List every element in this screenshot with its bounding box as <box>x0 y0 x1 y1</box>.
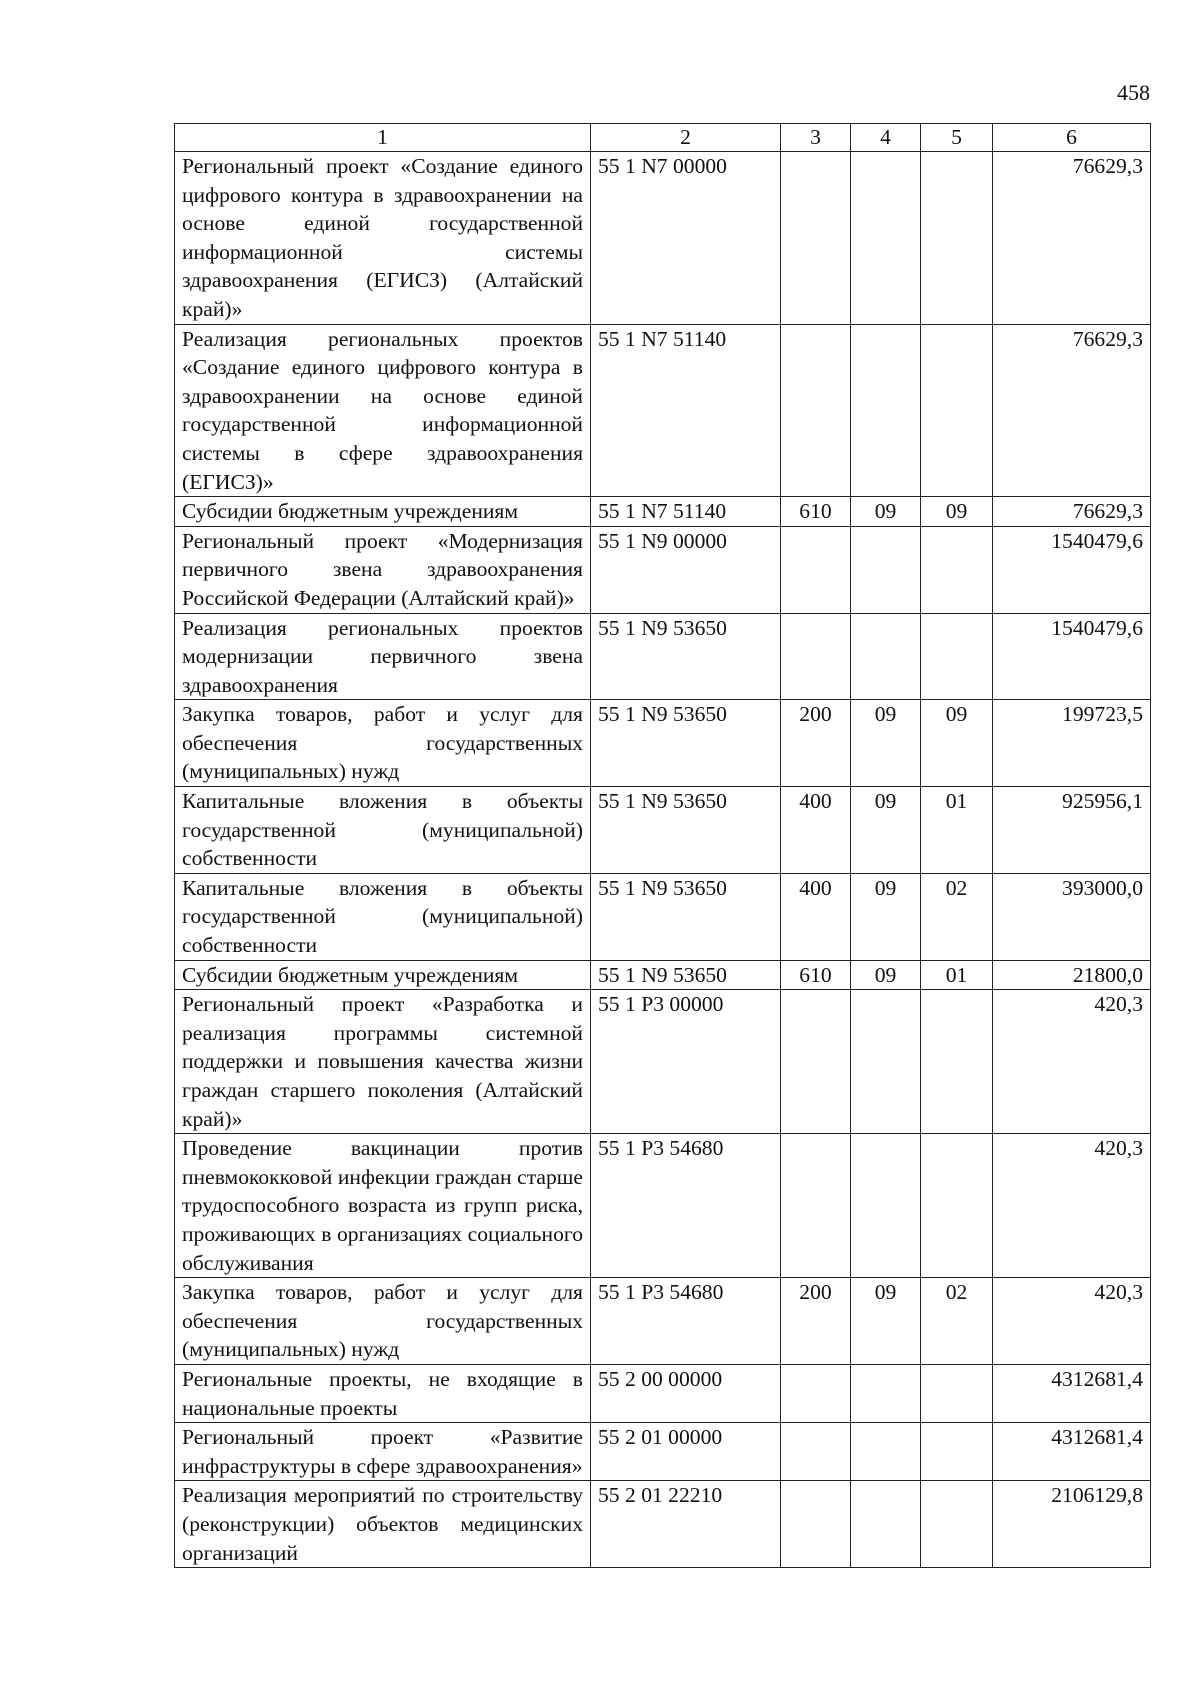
header-col-5: 5 <box>921 124 993 152</box>
row-name: Региональный проект «Развитие инфраструктуры в сфере здравоохранения» <box>175 1423 591 1481</box>
row-col5: 01 <box>921 960 993 990</box>
table-row <box>175 1134 1151 1278</box>
row-col5 <box>921 1134 993 1278</box>
row-sum: 199723,5 <box>993 700 1151 787</box>
row-col5 <box>921 526 993 613</box>
row-code: 55 1 N7 51140 <box>591 324 781 497</box>
row-code: 55 1 N9 00000 <box>591 526 781 613</box>
table-row <box>175 1423 1151 1481</box>
row-col4 <box>851 1423 921 1481</box>
row-code: 55 1 N9 53650 <box>591 873 781 960</box>
row-col5: 01 <box>921 787 993 874</box>
table-row <box>175 1278 1151 1365</box>
row-col3 <box>781 1481 851 1568</box>
row-name: Закупка товаров, работ и услуг для обеспечения государственных (муниципальных) нужд <box>175 1278 591 1365</box>
row-col3 <box>781 613 851 700</box>
row-sum: 420,3 <box>993 990 1151 1134</box>
budget-table <box>174 123 1151 1568</box>
row-code: 55 2 01 22210 <box>591 1481 781 1568</box>
table-row <box>175 152 1151 325</box>
row-col4: 09 <box>851 873 921 960</box>
row-col5 <box>921 152 993 325</box>
row-col3: 610 <box>781 960 851 990</box>
header-row <box>175 124 1151 152</box>
row-col3: 400 <box>781 873 851 960</box>
row-col3 <box>781 1364 851 1422</box>
row-name: Реализация мероприятий по строительству (реконструкции) объектов медицинских организаций <box>175 1481 591 1568</box>
row-col3: 200 <box>781 700 851 787</box>
table-row <box>175 526 1151 613</box>
row-col4: 09 <box>851 1278 921 1365</box>
row-col4: 09 <box>851 787 921 874</box>
row-col5 <box>921 1364 993 1422</box>
row-name: Региональный проект «Создание единого цифрового контура в здравоохранении на основе единой государственной информационной системы здравоохранения (ЕГИСЗ) (Алтайский край)» <box>175 152 591 325</box>
row-name: Капитальные вложения в объекты государственной (муниципальной) собственности <box>175 787 591 874</box>
row-name: Реализация региональных проектов «Создание единого цифрового контура в здравоохранении на основе единой государственной информационной системы в сфере здравоохранения (ЕГИСЗ)» <box>175 324 591 497</box>
page-number: 458 <box>1117 80 1150 105</box>
table-row <box>175 873 1151 960</box>
row-col3 <box>781 1423 851 1481</box>
table-row <box>175 700 1151 787</box>
row-col5 <box>921 1481 993 1568</box>
row-code: 55 1 N9 53650 <box>591 787 781 874</box>
row-name: Субсидии бюджетным учреждениям <box>175 497 591 527</box>
table-row <box>175 1364 1151 1422</box>
row-sum: 393000,0 <box>993 873 1151 960</box>
row-col5: 09 <box>921 497 993 527</box>
row-sum: 1540479,6 <box>993 526 1151 613</box>
row-col4: 09 <box>851 700 921 787</box>
row-sum: 2106129,8 <box>993 1481 1151 1568</box>
row-col5 <box>921 324 993 497</box>
row-code: 55 1 P3 54680 <box>591 1134 781 1278</box>
row-col4 <box>851 1481 921 1568</box>
row-col4 <box>851 324 921 497</box>
header-col-3: 3 <box>781 124 851 152</box>
row-sum: 21800,0 <box>993 960 1151 990</box>
row-name: Капитальные вложения в объекты государственной (муниципальной) собственности <box>175 873 591 960</box>
row-col4 <box>851 526 921 613</box>
row-code: 55 1 P3 00000 <box>591 990 781 1134</box>
table-row <box>175 787 1151 874</box>
row-col3 <box>781 526 851 613</box>
row-col3 <box>781 152 851 325</box>
row-col4 <box>851 1364 921 1422</box>
table-row <box>175 990 1151 1134</box>
row-name: Региональный проект «Модернизация первичного звена здравоохранения Российской Федерации (Алтайский край)» <box>175 526 591 613</box>
table-row <box>175 1481 1151 1568</box>
row-name: Реализация региональных проектов модернизации первичного звена здравоохранения <box>175 613 591 700</box>
row-col4 <box>851 152 921 325</box>
row-sum: 420,3 <box>993 1134 1151 1278</box>
header-col-4: 4 <box>851 124 921 152</box>
row-code: 55 1 N7 51140 <box>591 497 781 527</box>
table-row <box>175 960 1151 990</box>
row-col5 <box>921 1423 993 1481</box>
row-col4 <box>851 613 921 700</box>
row-code: 55 1 N9 53650 <box>591 613 781 700</box>
header-col-2: 2 <box>591 124 781 152</box>
row-name: Закупка товаров, работ и услуг для обеспечения государственных (муниципальных) нужд <box>175 700 591 787</box>
row-code: 55 1 N9 53650 <box>591 700 781 787</box>
row-col4: 09 <box>851 497 921 527</box>
row-name: Региональные проекты, не входящие в национальные проекты <box>175 1364 591 1422</box>
row-name: Субсидии бюджетным учреждениям <box>175 960 591 990</box>
header-col-6: 6 <box>993 124 1151 152</box>
row-col3: 610 <box>781 497 851 527</box>
row-col3 <box>781 1134 851 1278</box>
row-code: 55 2 01 00000 <box>591 1423 781 1481</box>
row-col5: 02 <box>921 1278 993 1365</box>
row-sum: 420,3 <box>993 1278 1151 1365</box>
row-sum: 76629,3 <box>993 152 1151 325</box>
row-col5 <box>921 613 993 700</box>
row-col3: 200 <box>781 1278 851 1365</box>
row-sum: 76629,3 <box>993 497 1151 527</box>
row-code: 55 1 N9 53650 <box>591 960 781 990</box>
header-col-1: 1 <box>175 124 591 152</box>
row-col5: 02 <box>921 873 993 960</box>
row-sum: 4312681,4 <box>993 1364 1151 1422</box>
row-col3 <box>781 324 851 497</box>
row-code: 55 2 00 00000 <box>591 1364 781 1422</box>
row-name: Региональный проект «Разработка и реализация программы системной поддержки и повышения качества жизни граждан старшего поколения (Алтайский край)» <box>175 990 591 1134</box>
row-sum: 4312681,4 <box>993 1423 1151 1481</box>
table-row <box>175 613 1151 700</box>
row-code: 55 1 P3 54680 <box>591 1278 781 1365</box>
row-col3 <box>781 990 851 1134</box>
row-name: Проведение вакцинации против пневмококковой инфекции граждан старше трудоспособного возраста из групп риска, проживающих в организациях социального обслуживания <box>175 1134 591 1278</box>
row-col4 <box>851 1134 921 1278</box>
table-row <box>175 324 1151 497</box>
row-col4 <box>851 990 921 1134</box>
row-code: 55 1 N7 00000 <box>591 152 781 325</box>
table-row <box>175 497 1151 527</box>
row-col5 <box>921 990 993 1134</box>
row-sum: 76629,3 <box>993 324 1151 497</box>
row-col3: 400 <box>781 787 851 874</box>
row-col5: 09 <box>921 700 993 787</box>
row-sum: 925956,1 <box>993 787 1151 874</box>
row-col4: 09 <box>851 960 921 990</box>
row-sum: 1540479,6 <box>993 613 1151 700</box>
